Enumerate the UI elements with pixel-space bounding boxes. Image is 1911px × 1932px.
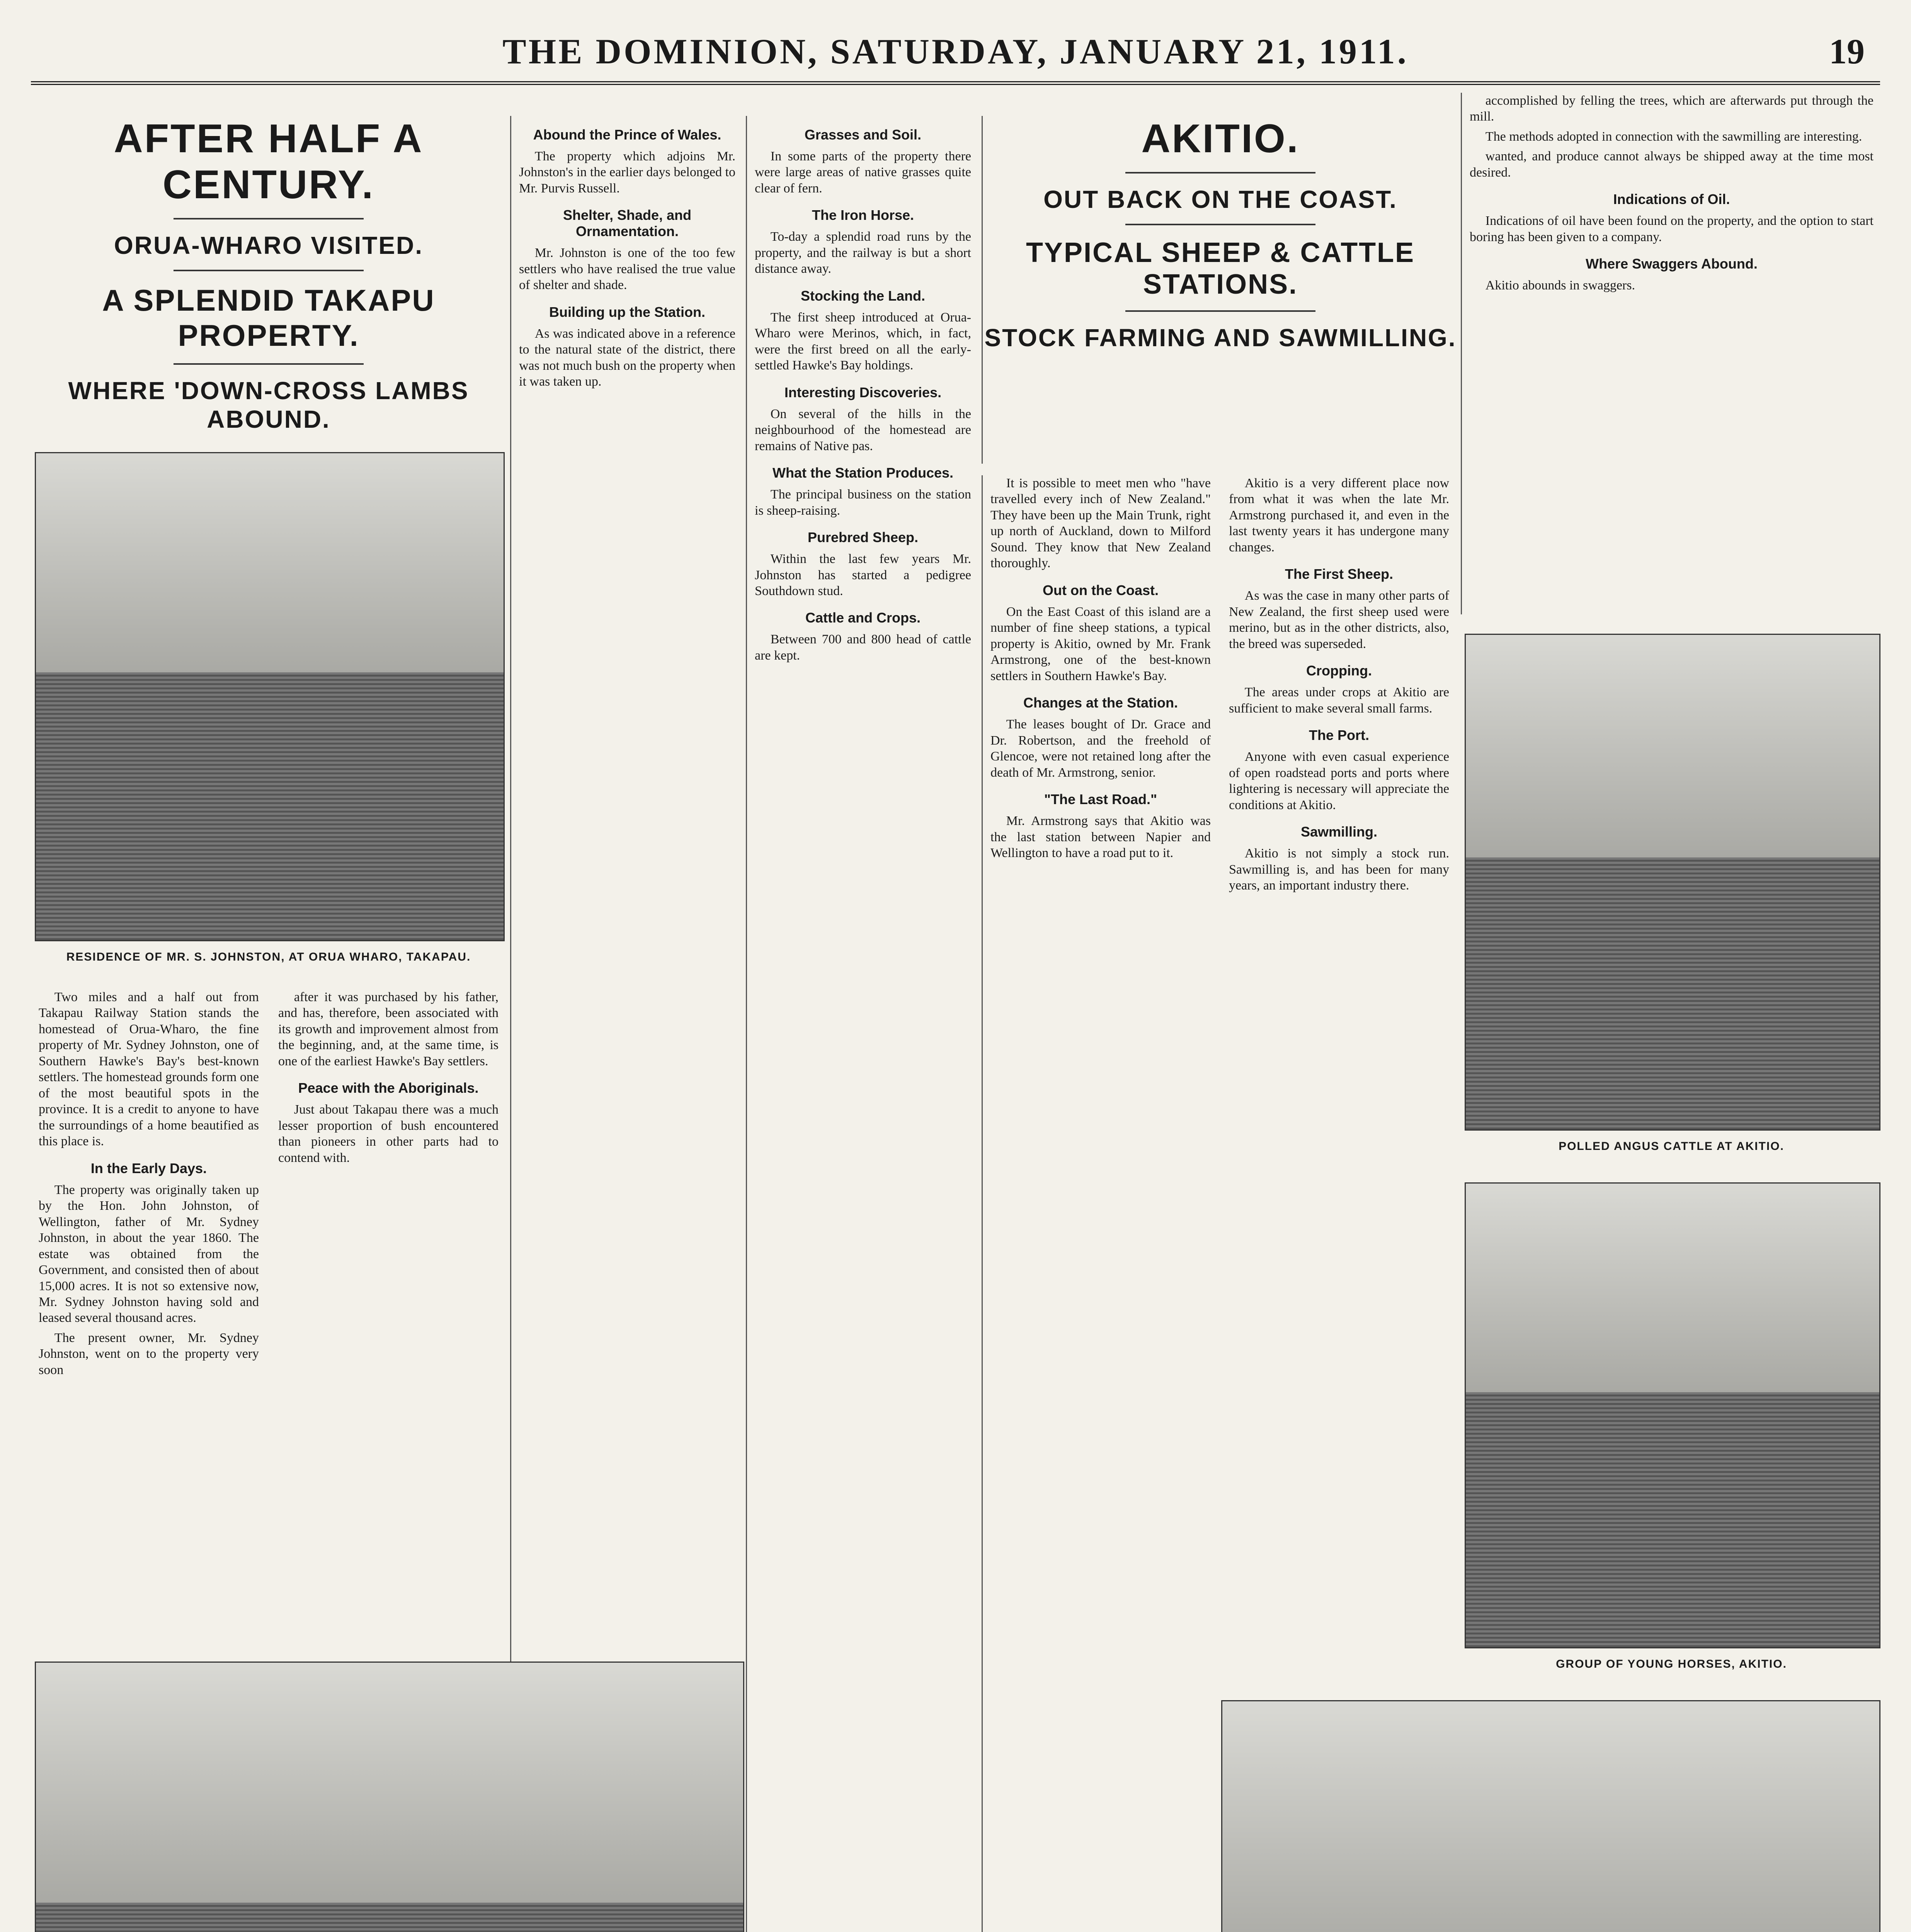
divider — [1125, 172, 1315, 173]
paragraph: Between 700 and 800 head of cattle are kept. — [755, 632, 971, 663]
paragraph: Two miles and a half out from Takapau Railway Station stands the homestead of Orua-Wharo, the fine property of Mr. Sydney Johnston, one of Southern Hawke's Bay's best-known settlers. The homestead grounds form one of the most beautiful spots in the province. It is a credit to anyone to have the surroundings of a home beautified as this place is. — [39, 990, 259, 1149]
subheading: "The Last Road." — [1044, 791, 1157, 808]
paragraph: The principal business on the station is sheep-raising. — [755, 487, 971, 518]
subheading: Cropping. — [1306, 663, 1372, 679]
photo-ground — [1466, 1392, 1879, 1647]
orua-col-d — [746, 116, 979, 1932]
subheading: Grasses and Soil. — [804, 127, 922, 143]
paragraph: after it was purchased by his father, and has, therefore, been associated with its growth and improvement almost from the beginning, and, at the same time, is one of the earliest Hawke's Bay settlers. — [278, 990, 499, 1068]
paragraph: accomplished by felling the trees, which are afterwards put through the mill. — [1470, 94, 1874, 124]
paragraph: Mr. Johnston is one of the too few settlers who have realised the true value of shelter and shade. — [519, 246, 735, 293]
divider — [174, 363, 364, 365]
photo-ground — [36, 1903, 743, 1932]
akitio-headline-1: AKITIO. — [1141, 116, 1300, 161]
page-number: 19 — [1829, 32, 1865, 71]
photo-sky — [1466, 1184, 1879, 1392]
photo-sky — [36, 1663, 743, 1903]
paragraph: To-day a splendid road runs by the property, and the railway is but a short distance away. — [755, 230, 971, 276]
divider — [174, 270, 364, 271]
caption-polled-angus: POLLED ANGUS CATTLE AT AKITIO. — [1559, 1140, 1784, 1153]
paragraph: In some parts of the property there were large areas of native grasses quite clear of fern. — [755, 149, 971, 196]
subheading: The Port. — [1309, 727, 1369, 743]
photo-ground — [1466, 857, 1879, 1129]
paragraph: Akitio is a very different place now from what it was when the late Mr. Armstrong purchased it, and even in the last twenty years it has undergone many changes. — [1229, 476, 1449, 554]
polled-angus-photo — [1465, 634, 1880, 1131]
subheading: The First Sheep. — [1285, 566, 1394, 582]
akitio-col-a — [982, 475, 1218, 1932]
subheading: Peace with the Aboriginals. — [298, 1080, 479, 1096]
paragraph: wanted, and produce cannot always be shipped away at the time most desired. — [1470, 149, 1874, 180]
paragraph: The property was originally taken up by the Hon. John Johnston, of Wellington, father of Mr. Sydney Johnston, in about the year 1860. The estate was obtained from the Government, and consisted then of about 15,000 acres. It is not so extensive now, Mr. Sydney Johnston having sold and leased several thousand acres. — [39, 1182, 259, 1325]
masthead-title: THE DOMINION, SATURDAY, JANUARY 21, 1911. — [502, 32, 1409, 71]
subheading: Sawmilling. — [1300, 824, 1378, 840]
photo-sky — [1222, 1701, 1879, 1932]
subheading: Interesting Discoveries. — [784, 384, 942, 400]
paragraph: Akitio is not simply a stock run. Sawmilling is, and has been for many years, an important industry there. — [1229, 846, 1449, 893]
paragraph: Akitio abounds in swaggers. — [1485, 278, 1635, 293]
akitio-headline-3: TYPICAL SHEEP & CATTLE STATIONS. — [1026, 237, 1415, 300]
paragraph: As was the case in many other parts of New Zealand, the first sheep used were merino, but as in the other districts, also, the breed was superseded. — [1229, 588, 1449, 651]
orua-headline-2: ORUA-WHARO VISITED. — [114, 231, 424, 259]
paragraph: Mr. Armstrong says that Akitio was the last station between Napier and Wellington to have a road put to it. — [990, 814, 1211, 860]
akitio-headline-4: STOCK FARMING AND SAWMILLING. — [984, 324, 1457, 352]
caption-residence-johnston: RESIDENCE OF MR. S. JOHNSTON, AT ORUA WHARO, TAKAPAU. — [66, 951, 471, 963]
divider — [174, 218, 364, 219]
subheading: Indications of Oil. — [1613, 191, 1730, 207]
paragraph: It is possible to meet men who "have travelled every inch of New Zealand." They have been up the Main Trunk, right up north of Auckland, down to Milford Sound. They know that New Zealand thoroughly. — [990, 476, 1211, 571]
paragraph: The first sheep introduced at Orua-Wharo were Merinos, which, in fact, were the first breed on all the early-settled Hawke's Bay holdings. — [755, 310, 971, 373]
paragraph: The property which adjoins Mr. Johnston's in the earlier days belonged to Mr. Purvis Russell. — [519, 149, 735, 196]
caption-young-horses: GROUP OF YOUNG HORSES, AKITIO. — [1556, 1658, 1787, 1670]
paragraph: The leases bought of Dr. Grace and Dr. Robertson, and the freehold of Glencoe, were not retained long after the death of Mr. Armstrong, senior. — [990, 717, 1211, 780]
paragraph: The methods adopted in connection with the sawmilling are interesting. — [1485, 129, 1862, 144]
divider — [1125, 224, 1315, 225]
masthead — [31, 23, 1880, 85]
photo-sky — [36, 453, 504, 672]
subheading: Where Swaggers Abound. — [1586, 256, 1758, 272]
akitio-col-b — [1221, 475, 1457, 1403]
subheading: In the Early Days. — [90, 1160, 207, 1176]
orua-col-b — [271, 989, 506, 1646]
paragraph: The areas under crops at Akitio are sufficient to make several small farms. — [1229, 685, 1449, 716]
akitio-headline-2: OUT BACK ON THE COAST. — [1043, 185, 1397, 213]
subheading: Changes at the Station. — [1023, 695, 1178, 711]
orua-headline-1: AFTER HALF A CENTURY. — [114, 116, 424, 207]
subheading: Shelter, Shade, and Ornamentation. — [563, 207, 692, 240]
paragraph: Within the last few years Mr. Johnston has started a pedigree Southdown stud. — [755, 552, 971, 598]
paragraph: On the East Coast of this island are a number of fine sheep stations, a typical property is Akitio, owned by Mr. Frank Armstrong, one of the best-known settlers in Southern Hawke's Bay. — [990, 604, 1211, 683]
orua-col-a — [31, 989, 267, 1646]
paragraph: Indications of oil have been found on the property, and the option to start boring has been given to a company. — [1470, 214, 1874, 244]
paragraph: As was indicated above in a reference to the natural state of the district, there was not much bush on the property when it was taken up. — [519, 326, 735, 389]
subheading: Abound the Prince of Wales. — [533, 127, 722, 143]
orua-headline-4: WHERE 'DOWN-CROSS LAMBS ABOUND. — [68, 377, 469, 433]
akitio-col-c — [1461, 93, 1881, 614]
subheading: Cattle and Crops. — [805, 610, 921, 626]
paragraph: On several of the hills in the neighbourhood of the homestead are remains of Native pas. — [755, 406, 971, 453]
paragraph: The present owner, Mr. Sydney Johnston, went on to the property very soon — [39, 1330, 259, 1377]
subheading: The Iron Horse. — [812, 207, 914, 223]
residence-armstrong-photo — [1221, 1700, 1880, 1932]
paragraph: Just about Takapau there was a much lesser proportion of bush encountered than pioneers in other parts had to contend with. — [278, 1102, 499, 1165]
young-horses-photo — [1465, 1182, 1880, 1648]
orua-headline-block — [31, 116, 506, 433]
residence-johnston-photo — [35, 452, 505, 941]
paragraph: Anyone with even casual experience of open roadstead ports and ports where lightering is necessary will appreciate the conditions at Akitio. — [1229, 750, 1449, 812]
subheading: Purebred Sheep. — [807, 529, 919, 546]
subheading: What the Station Produces. — [772, 465, 954, 481]
divider — [1125, 310, 1315, 312]
dairy-cows-photo — [35, 1662, 744, 1932]
subheading: Building up the Station. — [549, 304, 705, 320]
orua-headline-3: A SPLENDID TAKAPU PROPERTY. — [102, 283, 435, 352]
akitio-headline-block — [982, 116, 1458, 464]
photo-sky — [1466, 635, 1879, 857]
subheading: Out on the Coast. — [1043, 582, 1159, 598]
orua-col-c — [510, 116, 743, 1662]
subheading: Stocking the Land. — [800, 287, 925, 304]
photo-ground — [36, 672, 504, 940]
